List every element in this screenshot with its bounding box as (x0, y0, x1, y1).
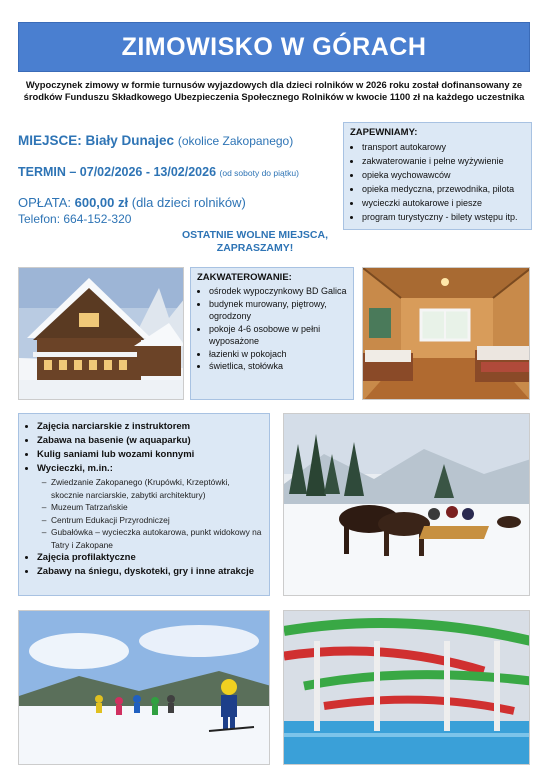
list-item: • łazienki w pokojach (209, 348, 347, 361)
sleigh-photo (283, 413, 530, 596)
invite-line: ZAPRASZAMY! (216, 242, 294, 254)
title-banner (18, 22, 530, 72)
accommodation-list (197, 285, 347, 373)
list-item: – Centrum Edukacji Przyrodniczej (51, 514, 263, 527)
list-item: • ośrodek wypoczynkowy BD Galica (209, 285, 347, 298)
activities-box (18, 413, 270, 596)
aquapark-photo (283, 610, 530, 765)
term-label: TERMIN – 07/02/2026 - 13/02/2026 (18, 165, 217, 179)
list-item: • świetlica, stołówka (209, 360, 347, 373)
place-line (18, 133, 293, 148)
list-item: – Muzeum Tatrzańskie (51, 501, 263, 514)
list-item: • wycieczki autokarowe i piesze (362, 196, 525, 210)
term-note: (od soboty do piątku) (219, 168, 299, 178)
list-item: • program turystyczny - bilety wstępu itp. (362, 210, 525, 224)
last-places-line: OSTATNIE WOLNE MIEJSCA, (181, 229, 329, 241)
room-photo (362, 267, 530, 400)
list-item-trips (37, 462, 263, 551)
list-item: – Zwiedzanie Zakopanego (Krupówki, Krzeptówki, skocznie narciarskie, zabytki architektury) (51, 476, 263, 501)
list-item: • budynek murowany, piętrowy, ogrodzony (209, 298, 347, 323)
price-value: 600,00 zł (74, 195, 129, 210)
page-title: ZIMOWISKO W GÓRACH (121, 32, 427, 61)
trips-heading: Wycieczki, m.in.: (37, 463, 113, 474)
price-note: (dla dzieci rolników) (131, 195, 246, 210)
ensure-heading: ZAPEWNIAMY: (350, 127, 418, 138)
list-item: • Zajęcia narciarskie z instruktorem (37, 420, 263, 434)
list-item: • pokoje 4-6 osobowe w pełni wyposażone (209, 323, 347, 348)
intro-text: Wypoczynek zimowy w formie turnusów wyjazdowych dla dzieci rolników w 2026 roku został dofinansowany ze środków Funduszu Składkowego Ubezpieczenia Społecznego Rolników w kwocie 1100 zł na każdego uczestnika (23, 79, 525, 102)
ensure-box (343, 122, 532, 230)
list-item: • Kulig saniami lub wozami konnymi (37, 448, 263, 462)
last-places-note (170, 229, 340, 255)
ensure-list (350, 140, 525, 224)
activities-list (25, 420, 263, 579)
ski-photo (18, 610, 270, 765)
term-line (18, 165, 299, 179)
place-note: (okolice Zakopanego) (177, 134, 294, 148)
accommodation-heading: ZAKWATEROWANIE: (197, 272, 292, 283)
place-label: MIEJSCE: Biały Dunajec (18, 133, 175, 148)
chalet-photo (18, 267, 184, 400)
list-item: – Gubałówka – wycieczka autokarowa, punkt widokowy na Tatry i Zakopane (51, 526, 263, 551)
list-item: • Zabawa na basenie (w aquaparku) (37, 434, 263, 448)
list-item: • opieka wychowawców (362, 168, 525, 182)
price-line (18, 195, 246, 210)
list-item: • Zajęcia profilaktyczne (37, 551, 263, 565)
list-item: • Zabawy na śniegu, dyskoteki, gry i inne atrakcje (37, 565, 263, 579)
price-label: OPŁATA: (18, 195, 71, 210)
list-item: • transport autokarowy (362, 140, 525, 154)
list-item: • zakwaterowanie i pełne wyżywienie (362, 154, 525, 168)
trips-list (37, 476, 263, 551)
phone-number: Telefon: 664-152-320 (18, 212, 132, 226)
accommodation-box (190, 267, 354, 400)
list-item: • opieka medyczna, przewodnika, pilota (362, 182, 525, 196)
